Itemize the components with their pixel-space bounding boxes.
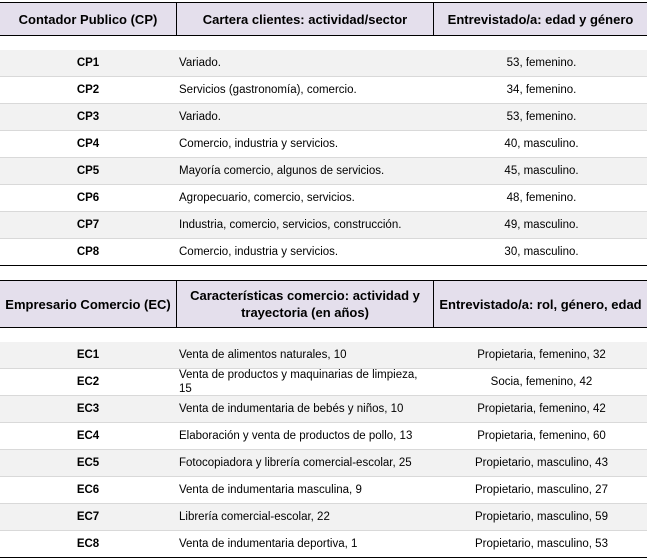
header-cell: Cartera clientes: actividad/sector	[177, 3, 433, 35]
row-description: Venta de indumentaria masculina, 9	[179, 484, 362, 496]
row-info: 49, masculino.	[504, 219, 579, 231]
row-description: Fotocopiadora y librería comercial-escolar, 25	[179, 457, 412, 469]
row-info: Propietario, masculino, 53	[475, 538, 608, 550]
table-row	[0, 396, 647, 423]
row-info: Propietaria, femenino, 32	[477, 349, 606, 361]
row-description: Variado.	[179, 111, 221, 123]
row-id: EC6	[76, 484, 100, 496]
row-info: Propietario, masculino, 43	[475, 457, 608, 469]
header-cell: Entrevistado/a: edad y género	[434, 3, 647, 35]
row-info: 30, masculino.	[504, 246, 579, 258]
row-description: Agropecuario, comercio, servicios.	[179, 192, 355, 204]
row-id: EC3	[76, 403, 100, 415]
row-description: Variado.	[179, 57, 221, 69]
table-row	[0, 239, 647, 265]
row-info: 34, femenino.	[506, 84, 577, 96]
row-id: CP6	[76, 192, 100, 204]
row-info: 53, femenino.	[506, 111, 577, 123]
row-info: Propietario, masculino, 27	[475, 484, 608, 496]
row-description: Comercio, industria y servicios.	[179, 246, 339, 258]
table-row	[0, 504, 647, 531]
row-id: CP7	[76, 219, 100, 231]
row-id: CP5	[76, 165, 100, 177]
table-bottom-border	[0, 265, 647, 266]
row-info: Propietaria, femenino, 42	[477, 403, 606, 415]
spacer-row	[0, 328, 647, 342]
row-id: EC7	[76, 511, 100, 523]
table-row	[0, 369, 647, 396]
table-row	[0, 158, 647, 185]
header-cell: Contador Publico (CP)	[0, 3, 176, 35]
row-id: EC1	[76, 349, 100, 361]
row-id: EC8	[76, 538, 100, 550]
row-description: Venta de productos y maquinarias de limpieza, 15	[179, 369, 418, 395]
row-id: CP4	[76, 138, 100, 150]
table-empresario-comercio	[0, 280, 647, 558]
table-row	[0, 423, 647, 450]
table-header	[0, 280, 647, 328]
row-id: EC2	[76, 376, 100, 388]
row-info: 48, femenino.	[506, 192, 577, 204]
row-description: Mayoría comercio, algunos de servicios.	[179, 165, 385, 177]
header-cell: Características comercio: actividad y trayectoria (en años)	[177, 281, 433, 327]
row-info: Socia, femenino, 42	[490, 376, 593, 388]
row-description: Comercio, industria y servicios.	[179, 138, 339, 150]
table-row	[0, 477, 647, 504]
row-id: EC5	[76, 457, 100, 469]
table-row	[0, 50, 647, 77]
row-description: Venta de indumentaria de bebés y niños, 10	[179, 403, 404, 415]
row-description: Venta de indumentaria deportiva, 1	[179, 538, 358, 550]
row-info: Propietaria, femenino, 60	[477, 430, 606, 442]
table-row	[0, 131, 647, 158]
row-id: EC4	[76, 430, 100, 442]
table-row	[0, 104, 647, 131]
row-id: CP1	[76, 57, 100, 69]
table-header	[0, 2, 647, 36]
row-info: 53, femenino.	[506, 57, 577, 69]
table-contador-publico	[0, 2, 647, 266]
table-row	[0, 531, 647, 557]
row-id: CP3	[76, 111, 100, 123]
table-row	[0, 450, 647, 477]
table-row	[0, 185, 647, 212]
table-row	[0, 342, 647, 369]
row-description: Elaboración y venta de productos de pollo, 13	[179, 430, 413, 442]
header-cell: Empresario Comercio (EC)	[0, 281, 176, 327]
row-id: CP8	[76, 246, 100, 258]
row-description: Servicios (gastronomía), comercio.	[179, 84, 357, 96]
row-info: 45, masculino.	[504, 165, 579, 177]
row-description: Venta de alimentos naturales, 10	[179, 349, 347, 361]
row-info: Propietario, masculino, 59	[475, 511, 608, 523]
row-info: 40, masculino.	[504, 138, 579, 150]
table-row	[0, 212, 647, 239]
row-description: Librería comercial-escolar, 22	[179, 511, 330, 523]
table-row	[0, 77, 647, 104]
spacer-row	[0, 36, 647, 50]
row-id: CP2	[76, 84, 100, 96]
header-cell: Entrevistado/a: rol, género, edad	[434, 281, 647, 327]
row-description: Industria, comercio, servicios, construcción.	[179, 219, 402, 231]
